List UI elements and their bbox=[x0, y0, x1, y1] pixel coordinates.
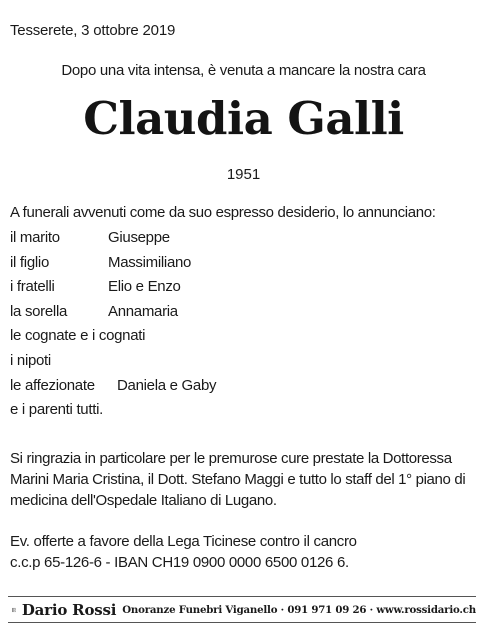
announcement-text: A funerali avvenuti come da suo espresso desiderio, lo annunciano: bbox=[10, 204, 436, 221]
deceased-name: Claudia Galli bbox=[83, 92, 404, 145]
family-names: Massimiliano bbox=[108, 253, 192, 271]
donation-info bbox=[10, 531, 357, 573]
funeral-home-footer bbox=[8, 596, 476, 623]
family-relation: e i parenti tutti. bbox=[10, 401, 103, 419]
dr-monogram-icon bbox=[12, 601, 16, 619]
family-names: Giuseppe bbox=[108, 229, 170, 246]
family-relation: i fratelli bbox=[10, 278, 55, 296]
intro-text: Dopo una vita intensa, è venuta a mancare la nostra cara bbox=[61, 62, 426, 79]
donation-line: Ev. offerte a favore della Lega Ticinese contro il cancro bbox=[10, 533, 357, 550]
family-relation: le cognate e i cognati bbox=[10, 327, 146, 345]
family-names: Annamaria bbox=[108, 302, 178, 320]
funeral-home-contact: Onoranze Funebri Viganello · 091 971 09 26 · www.rossidario.ch bbox=[122, 603, 476, 616]
family-names: Daniela e Gaby bbox=[117, 376, 217, 394]
family-relation: il figlio bbox=[10, 253, 49, 271]
funeral-home-name: Dario Rossi bbox=[21, 600, 117, 619]
family-names: Elio e Enzo bbox=[108, 278, 181, 296]
family-relation: le affezionate bbox=[10, 376, 95, 394]
donation-account: c.c.p 65-126-6 - IBAN CH19 0900 0000 6500 0126 6. bbox=[10, 554, 349, 571]
birth-year: 1951 bbox=[226, 166, 261, 183]
place-date: Tesserete, 3 ottobre 2019 bbox=[10, 22, 176, 39]
family-relation: la sorella bbox=[10, 302, 68, 320]
family-relation: i nipoti bbox=[10, 351, 51, 369]
thanks-paragraph: Si ringrazia in particolare per le premurose cure prestate la Dottoressa Marini Maria Cristina, il Dott. Stefano Maggi e tutto lo staff del 1° piano di medicina dell'Ospedale Italiano di Lugano. bbox=[10, 450, 466, 509]
family-relation: il marito bbox=[10, 229, 60, 246]
